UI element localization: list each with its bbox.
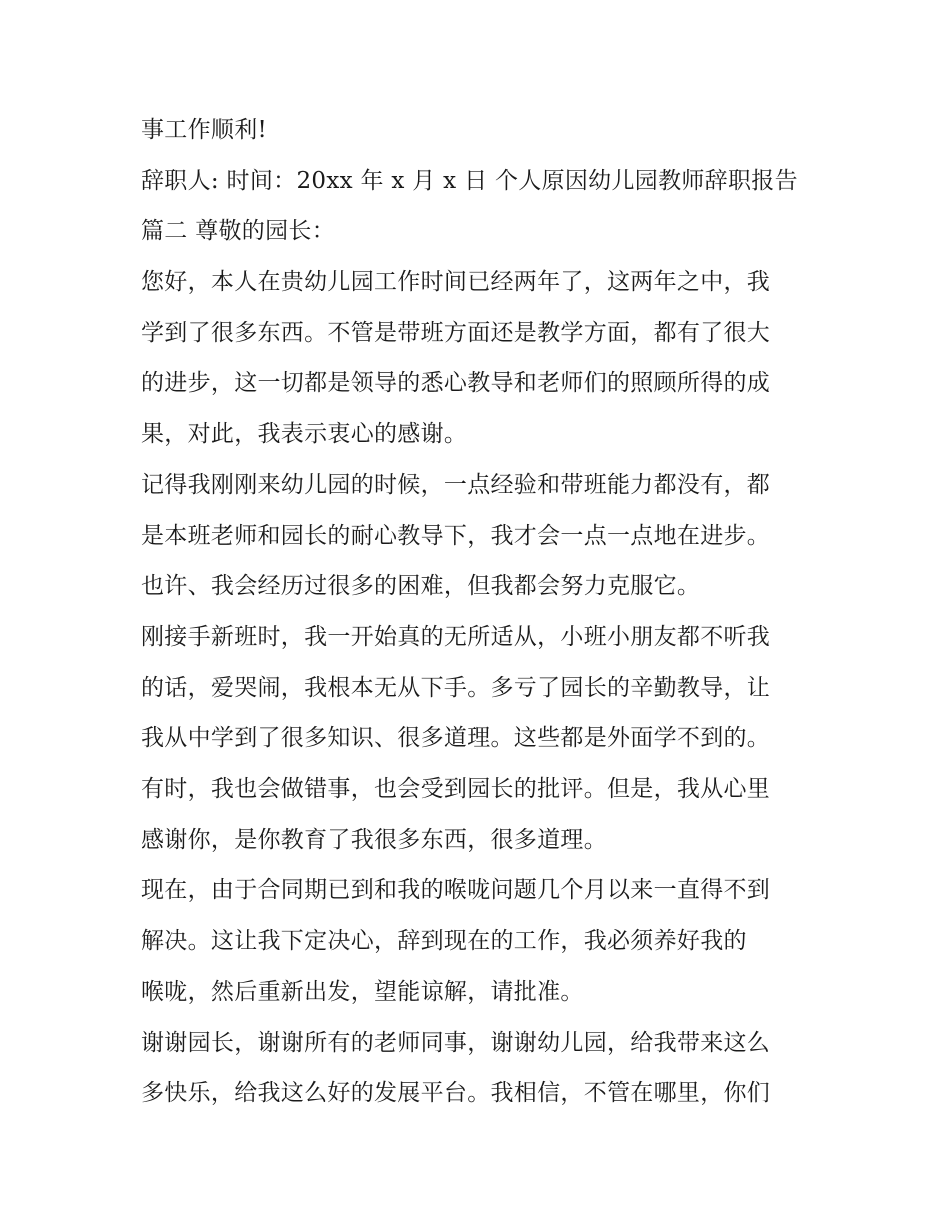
text-line-13: 我从中学到了很多知识、很多道理。这些都是外面学不到的。 bbox=[141, 725, 771, 751]
text-line-12: 的话，爱哭闹，我根本无从下手。多亏了园长的辛勤教导，让 bbox=[141, 675, 771, 701]
text-line-2: 辞职人: 时间：20xx 年 x 月 x 日 个人原因幼儿园教师辞职报告 bbox=[141, 168, 798, 194]
text-line-1: 事工作顺利! bbox=[141, 117, 268, 143]
text-line-17: 解决。这让我下定决心，辞到现在的工作，我必须养好我的 bbox=[141, 928, 747, 954]
text-line-15: 感谢你，是你教育了我很多东西，很多道理。 bbox=[141, 827, 607, 853]
text-line-16: 现在，由于合同期已到和我的喉咙问题几个月以来一直得不到 bbox=[141, 877, 771, 903]
text-line-11: 刚接手新班时，我一开始真的无所适从，小班小朋友都不听我 bbox=[141, 624, 771, 650]
text-line-3: 篇二 尊敬的园长： bbox=[141, 218, 336, 244]
text-line-19: 谢谢园长，谢谢所有的老师同事，谢谢幼儿园，给我带来这么 bbox=[141, 1030, 771, 1056]
text-line-14: 有时，我也会做错事，也会受到园长的批评。但是，我从心里 bbox=[141, 776, 771, 802]
text-line-8: 记得我刚刚来幼儿园的时候，一点经验和带班能力都没有，都 bbox=[141, 472, 771, 498]
text-line-4: 您好，本人在贵幼儿园工作时间已经两年了，这两年之中，我 bbox=[141, 269, 771, 295]
text-line-18: 喉咙，然后重新出发，望能谅解，请批准。 bbox=[141, 979, 584, 1005]
text-line-7: 果，对此，我表示衷心的感谢。 bbox=[141, 421, 468, 447]
text-line-9: 是本班老师和园长的耐心教导下，我才会一点一点地在进步。 bbox=[141, 523, 771, 549]
text-line-10: 也许、我会经历过很多的困难，但我都会努力克服它。 bbox=[141, 573, 701, 599]
text-line-20: 多快乐，给我这么好的发展平台。我相信，不管在哪里，你们 bbox=[141, 1080, 771, 1106]
text-line-6: 的进步，这一切都是领导的悉心教导和老师们的照顾所得的成 bbox=[141, 370, 771, 396]
text-line-5: 学到了很多东西。不管是带班方面还是教学方面，都有了很大 bbox=[141, 320, 771, 346]
